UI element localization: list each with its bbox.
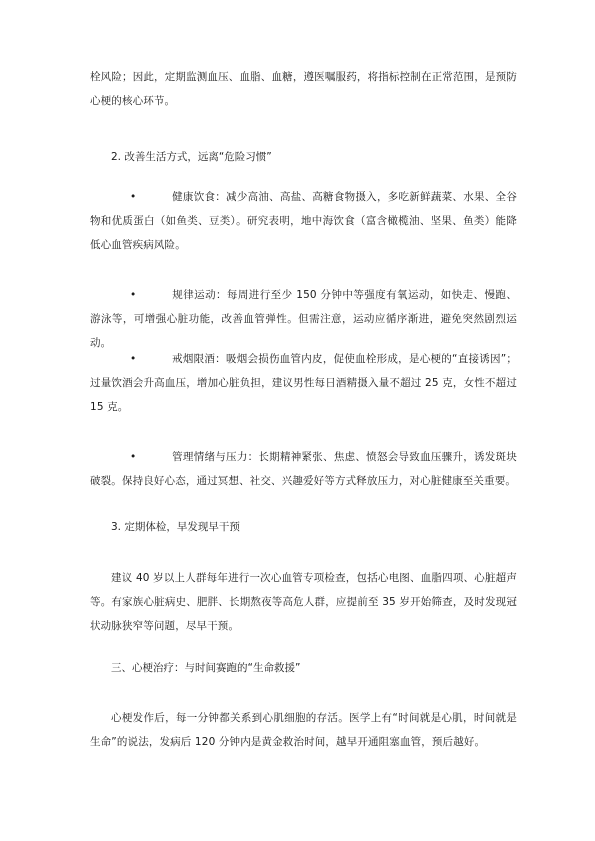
treatment-paragraph [90, 706, 517, 754]
bullet-text-exercise: 规律运动：每周进行至少 150 分钟中等强度有氧运动，如快走、慢跑、游泳等，可增强心脏功能，改善血管弹性。但需注意，运动应循序渐进，避免突然剧烈运动。 [90, 289, 517, 349]
treatment-text: 心梗发作后，每一分钟都关系到心肌细胞的存活。医学上有“时间就是心肌，时间就是生命”的说法，发病后 120 分钟内是黄金救治时间，越早开通阻塞血管，预后越好。 [90, 712, 517, 748]
bullet-item-stress [90, 445, 517, 493]
bullet-icon: • [130, 451, 137, 463]
heading-lifestyle: 2. 改善生活方式，远离“危险习惯” [111, 151, 272, 163]
checkup-paragraph [90, 566, 517, 638]
intro-text: 栓风险；因此，定期监测血压、血脂、血糖，遵医嘱服药，将指标控制在正常范围，是预防心梗的核心环节。 [90, 71, 517, 107]
heading-checkup: 3. 定期体检，早发现早干预 [111, 521, 240, 533]
checkup-text: 建议 40 岁以上人群每年进行一次心血管专项检查，包括心电图、血脂四项、心脏超声等。有家族心脏病史、肥胖、长期熬夜等高危人群，应提前至 35 岁开始筛查，及时发现冠状动脉狭窄等问题，尽早干预。 [90, 572, 517, 632]
bullet-icon: • [130, 289, 137, 301]
bullet-item-smoking [90, 347, 517, 419]
section-title-treatment: 三、心梗治疗：与时间赛跑的“生命救援” [111, 662, 301, 674]
bullet-item-diet [90, 185, 517, 257]
bullet-text-smoking: 戒烟限酒：吸烟会损伤血管内皮，促使血栓形成，是心梗的“直接诱因”；过量饮酒会升高血压，增加心脏负担，建议男性每日酒精摄入量不超过 25 克，女性不超过 15 克。 [90, 353, 517, 413]
bullet-icon: • [130, 191, 137, 203]
bullet-text-stress: 管理情绪与压力：长期精神紧张、焦虑、愤怒会导致血压骤升，诱发斑块破裂。保持良好心态，通过冥想、社交、兴趣爱好等方式释放压力，对心脏健康至关重要。 [90, 451, 517, 487]
bullet-item-exercise [90, 283, 517, 355]
intro-paragraph [90, 65, 517, 113]
bullet-icon: • [130, 353, 137, 365]
bullet-text-diet: 健康饮食：减少高油、高盐、高糖食物摄入，多吃新鲜蔬菜、水果、全谷物和优质蛋白（如鱼类、豆类）。研究表明，地中海饮食（富含橄榄油、坚果、鱼类）能降低心血管疾病风险。 [90, 191, 517, 251]
